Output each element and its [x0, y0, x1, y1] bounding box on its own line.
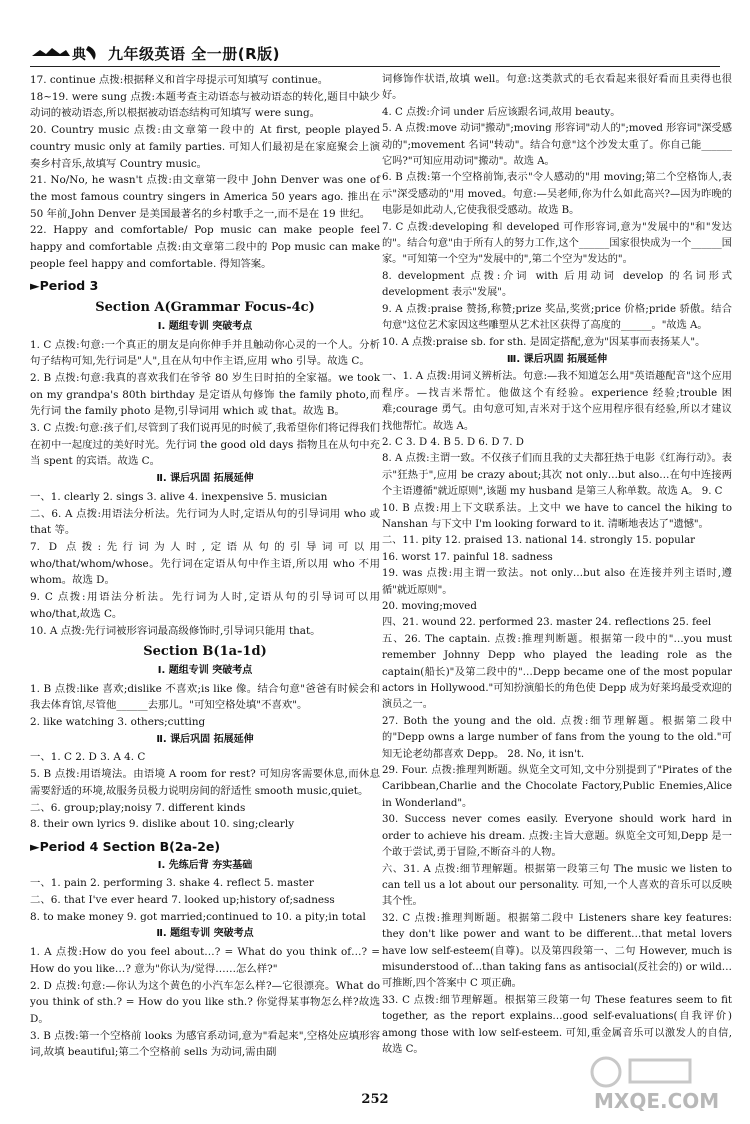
answer-paragraph: 词修饰作状语,故填 well。句意:这类款式的毛衣看起来很好看而且卖得也很好。 — [382, 74, 732, 102]
answer-paragraph: 10. A 点拨:先行词被形容词最高级修饰时,引导词只能用 that。 — [30, 624, 321, 637]
answer-paragraph: 一、1. clearly 2. sings 3. alive 4. inexpensive 5. musician — [30, 490, 328, 503]
answer-paragraph: 一、1. pain 2. performing 3. shake 4. reflect 5. master — [30, 877, 314, 890]
left-column — [30, 72, 380, 1061]
answer-paragraph: 2. like watching 3. others;cutting — [30, 716, 206, 729]
watermark-logo — [586, 1050, 726, 1114]
subsection-heading: Ⅰ. 题组专训 突破考点 — [157, 664, 253, 676]
answer-paragraph: 5. B 点拨:用语境法。由语境 A room for rest? 可知房客需要休息,而休息需要舒适的环境,故服务员极力说明房间的舒适性 smooth music,quiet。 — [30, 768, 380, 797]
subsection-heading: Ⅲ. 课后巩固 拓展延伸 — [506, 353, 608, 365]
answer-paragraph: 6. B 点拨:第一个空格前饰,表示"令人感动的"用 moving;第二个空格饰人,表示"深受感动的"用 moved。句意:—吴老师,你为什么如此高兴?—因为昨晚的电影是如此动人,它使我很受感动。故选 B。 — [382, 172, 732, 217]
answer-paragraph: 3. B 点拨:第一个空格前 looks 为感官系动词,意为"看起来",空格处应填形容词,故填 beautiful;第二个空格前 sells 为动词,需由副 — [30, 1029, 380, 1059]
svg-text:典: 典 — [72, 47, 86, 63]
subsection-heading: Ⅰ. 题组专训 突破考点 — [157, 320, 253, 332]
answer-paragraph: 33. C 点拨:细节理解题。根据第三段第一句 These features seem to fit together, as the report explains…good self-evaluations(自我评价) among those with low self-esteem. 可知,重金属音乐可以激发人的自信,故选 C。 — [382, 994, 732, 1055]
answer-paragraph: 19. was 点拨:用主谓一致法。not only…but also 在连接并列主语时,遵循"就近原则"。 — [382, 568, 732, 596]
answer-paragraph: 六、31. A 点拨:细节理解题。根据第一段第三句 The music we listen to can tell us a lot about our personality. 可知,一个人喜欢的音乐可以反映其个性。 — [382, 863, 732, 908]
answer-paragraph: 五、26. The captain. 点拨:推理判断题。根据第一段中的"…you must remember Johnny Depp who played the leading role as the captain(船长)"及第二段中的"…Depp became one of the most popular actors in Hollywood."可知扮演船长的角色使 Depp 成为好莱坞最受欢迎的演员之一。 — [382, 633, 732, 711]
answer-paragraph: 8. to make money 9. got married;continued to 10. a pity;in total — [30, 910, 366, 923]
answer-paragraph: 27. Both the young and the old. 点拨:细节理解题。根据第二段中的"Depp owns a large number of fans from the young to the old."可知无论老幼都喜欢 Depp。 28. No, it isn't. — [382, 715, 732, 760]
answer-paragraph: 一、1. C 2. D 3. A 4. C — [30, 751, 146, 764]
answer-paragraph: 2. D 点拨:句意:—你认为这个黄色的小汽车怎么样?—它很漂亮。What do you think of sth.? = How do you like sth.? 你觉得某事物怎么样?故选 D。 — [30, 979, 380, 1025]
answer-paragraph: 2. B 点拨:句意:我真的喜欢我们在爷爷 80 岁生日时拍的全家福。we took on my grandpa's 80th birthday 是定语从句修饰 the family photo,而先行词 the family photo 是物,引导词用 which 或 that。故选 B。 — [30, 371, 380, 418]
section-heading: Section B(1a-1d) — [143, 644, 267, 660]
answer-paragraph: 一、1. A 点拨:用词义辨析法。句意:—我不知道怎么用"英语趣配音"这个应用程序。—找吉米帮忙。他做这个有经验。experience 经验;trouble 困难;courage 勇气。由句意可知,吉米对于这个应用程序很有经验,所以才建议找他帮忙。故选 A。 — [382, 371, 732, 432]
book-series-logo — [30, 42, 100, 64]
answer-paragraph: 32. C 点拨:推理判断题。根据第二段中 Listeners share key features: they don't like power and want to be different…that metal lovers have low self-esteem(自尊)。以及第四段第一、二句 However, much is misunderstood of…than taking fans as antisocial(反社会的) or wild…可推断,四个答案中 C 项正确。 — [382, 912, 732, 990]
answer-paragraph: 29. Four. 点拨:推理判断题。纵览全文可知,文中分别提到了"Pirates of the Caribbean,Charlie and the Chocolate Factory,Public Enemies,Alice in Wonderland"。 — [382, 765, 732, 809]
answer-paragraph: 30. Success never comes easily. Everyone should work hard in order to achieve his dream. 点拨:主旨大意题。纵览全文可知,Depp 是一个敢于尝试,勇于冒险,不断奋斗的人物。 — [382, 814, 732, 859]
answer-paragraph: 20. Country music 点拨:由文章第一段中的 At first, people played country music only at family parties. 可知人们最初是在家庭聚会上演奏乡村音乐,故填写 Country music。 — [30, 124, 380, 170]
answer-paragraph: 21. No/No, he wasn't 点拨:由文章第一段中 John Denver was one of the most famous country singers in America 50 years ago. 推出在 50 年前,John Denver 是美国最著名的乡村歌手之一,而不是在 19 世纪。 — [30, 174, 380, 220]
section-heading: Section A(Grammar Focus-4c) — [95, 300, 315, 316]
answer-paragraph: 1. C 点拨:句意:一个真正的朋友是向你伸手并且触动你心灵的一个人。分析句子结构可知,先行词是"人",且在从句中作主语,应用 who 引导。故选 C。 — [30, 338, 380, 368]
subsection-heading: Ⅱ. 课后巩固 拓展延伸 — [156, 733, 254, 745]
answer-paragraph: 17. continue 点拨:根据释义和首字母提示可知填写 continue。 — [30, 74, 329, 86]
answer-paragraph: 4. C 点拨:介词 under 后应该跟名词,故用 beauty。 — [382, 106, 621, 118]
answer-paragraph: 2. C 3. D 4. B 5. D 6. D 7. D — [382, 436, 524, 448]
header-title: 九年级英语 全一册(R版) — [108, 45, 280, 63]
right-column — [382, 72, 732, 1058]
answer-paragraph: 10. B 点拨:用上下文联系法。上文中 we have to cancel the hiking to Nanshan 与下文中 I'm looking forward to it. 清晰地表达了"遗憾"。 — [382, 502, 732, 530]
answer-paragraph: 16. worst 17. painful 18. sadness — [382, 551, 553, 563]
page-number: 252 — [361, 1092, 389, 1107]
period-heading: ►Period 4 Section B(2a-2e) — [30, 838, 221, 854]
answer-paragraph: 9. A 点拨:praise 赞扬,称赞;prize 奖品,奖赏;price 价格;pride 骄傲。结合句意"这位艺术家因这些雕塑从艺术社区获得了高度的______。"故选 A。 — [382, 303, 732, 332]
answer-paragraph: 22. Happy and comfortable/ Pop music can make people feel happy and comfortable 点拨:由文章第二段中的 Pop music can make people feel happy and comfortable. 得知答案。 — [30, 224, 380, 270]
subsection-heading: Ⅰ. 先练后背 夯实基础 — [157, 859, 253, 871]
answer-paragraph: 1. B 点拨:like 喜欢;dislike 不喜欢;is like 像。结合句意"爸爸有时候会和我去体育馆,尽管他______去那儿。"可知空格处填"不喜欢"。 — [30, 682, 380, 712]
answer-paragraph: 二、6. A 点拨:用语法分析法。先行词为人时,定语从句的引导词用 who 或 that 等。 — [30, 507, 380, 537]
answer-paragraph: 5. A 点拨:move 动词"搬动";moving 形容词"动人的";moved 形容词"深受感动的";movement 名词"转动"。结合句意"这个沙发太重了。你自己能______它吗?"可知应用动词"搬动"。故选 A。 — [382, 123, 732, 168]
answer-paragraph: 8. development 点拨:介词 with 后用动词 develop 的名词形式 development 表示"发展"。 — [382, 270, 732, 299]
answer-paragraph: 3. C 点拨:句意:孩子们,尽管到了我们说再见的时候了,我希望你们将记得我们在初中一起度过的美好时光。先行词 the good old days 指物且在从句中充当 spent 的宾语。故选 C。 — [30, 422, 380, 468]
answer-paragraph: 8. their own lyrics 9. dislike about 10. sing;clearly — [30, 818, 295, 831]
subsection-heading: Ⅱ. 题组专训 突破考点 — [156, 928, 254, 940]
answer-paragraph: 二、6. that I've ever heard 7. looked up;history of;sadness — [30, 894, 335, 907]
subsection-heading: Ⅱ. 课后巩固 拓展延伸 — [156, 473, 254, 485]
answer-paragraph: 18~19. were sung 点拨:本题考查主动语态与被动语态的转化,题目中缺少动词的被动语态,所以根据被动语态结构可知填写 were sung。 — [30, 90, 380, 120]
answer-paragraph: 9. C 点拨:用语法分析法。先行词为人时,定语从句的引导词可以用 who/that,故选 C。 — [30, 591, 380, 620]
answer-paragraph: 1. A 点拨:How do you feel about…? = What do you think of…? = How do you like…? 意为"你认为/觉得……怎么样?" — [30, 946, 380, 975]
period-heading: ►Period 3 — [30, 278, 99, 294]
answer-paragraph: 8. A 点拨:主谓一致。不仅孩子们而且我的丈夫都狂热于电影《红海行动》。表示"狂热于",应用 be crazy about;其次 not only…but also…在句中连接两个主语遵循"就近原则",该题 my husband 是第三人称单数。故选 A。 9. C — [382, 453, 732, 498]
answer-paragraph: 二、6. group;play;noisy 7. different kinds — [30, 801, 246, 814]
answer-paragraph: 四、21. wound 22. performed 23. master 24. reflections 25. feel — [382, 617, 712, 629]
answer-paragraph: 10. A 点拨:praise sb. for sth. 是固定搭配,意为"因某事而表扬某人"。 — [382, 336, 706, 348]
answer-paragraph: 7. C 点拨:developing 和 developed 可作形容词,意为"发展中的"和"发达的"。结合句意"由于所有人的努力工作,这个______国家很快成为一个______国家。"可知第一个空为"发展中的",第二个空为"发达的"。 — [382, 221, 732, 266]
page-header — [30, 40, 720, 67]
answer-paragraph: 20. moving;moved — [382, 601, 477, 612]
watermark-text: MXQE.COM — [594, 1089, 720, 1113]
answer-paragraph: 二、11. pity 12. praised 13. national 14. strongly 15. popular — [382, 535, 696, 547]
answer-paragraph: 7. D 点拨:先行词为人时,定语从句的引导词可以用 who/that/whom/whose。先行词在定语从句中作主语,所以用 who 不用 whom。故选 D。 — [30, 540, 380, 587]
